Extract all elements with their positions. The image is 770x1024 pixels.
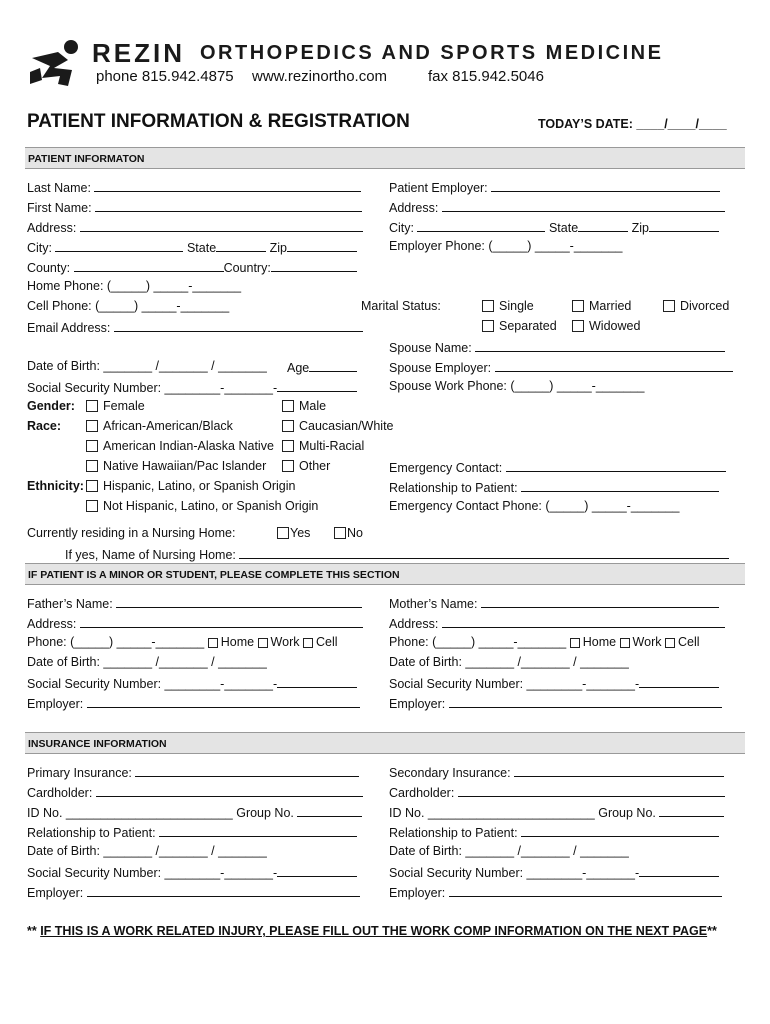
work-comp-notice <box>27 924 717 938</box>
emergency-phone-field[interactable]: Emergency Contact Phone: (_____) _____-_______ <box>389 499 680 513</box>
primary-ssn-field[interactable] <box>27 864 357 881</box>
checkbox-icon <box>208 638 218 648</box>
checkbox-icon <box>282 460 294 472</box>
father-address-label: Address: <box>27 617 77 631</box>
nursing-home-name-field[interactable] <box>65 546 729 563</box>
checkbox-icon <box>277 527 289 539</box>
checkbox-icon <box>482 320 494 332</box>
section-insurance: INSURANCE INFORMATION <box>25 732 745 754</box>
secondary-cardholder-field[interactable] <box>389 784 725 801</box>
emergency-contact-field[interactable] <box>389 459 726 476</box>
mother-phone-field[interactable] <box>389 635 700 650</box>
checkbox-icon <box>334 527 346 539</box>
secondary-dob-field[interactable]: Date of Birth: _______ /_______ / _______ <box>389 844 629 858</box>
last-name-label: Last Name: <box>27 181 91 195</box>
email-field[interactable] <box>27 319 363 336</box>
header-fax: fax 815.942.5046 <box>428 68 544 85</box>
employer-state-label: State <box>548 221 579 235</box>
spouse-name-label: Spouse Name: <box>389 341 472 355</box>
race-other-label: Other <box>299 459 331 473</box>
dob-field[interactable]: Date of Birth: _______ /_______ / _______ <box>27 359 267 373</box>
logo <box>28 38 86 88</box>
father-name-label: Father’s Name: <box>27 597 113 611</box>
patient-employer-field[interactable] <box>389 179 720 196</box>
last-name-field[interactable] <box>27 179 361 196</box>
state-label: State <box>186 241 217 255</box>
brand-subtitle: ORTHOPEDICS AND SPORTS MEDICINE <box>200 42 664 64</box>
zip-label: Zip <box>269 241 288 255</box>
nursing-home-name-label: If yes, Name of Nursing Home: <box>65 548 236 562</box>
race-native-hawaiian-checkbox[interactable] <box>86 459 266 474</box>
mother-employer-field[interactable] <box>389 695 722 712</box>
secondary-employer-field[interactable] <box>389 884 722 901</box>
county-country-field[interactable] <box>27 259 357 276</box>
first-name-field[interactable] <box>27 199 362 216</box>
mother-name-label: Mother’s Name: <box>389 597 478 611</box>
checkbox-icon <box>86 420 98 432</box>
gender-label: Gender: <box>27 399 75 413</box>
checkbox-icon <box>86 500 98 512</box>
primary-id-group-field[interactable] <box>27 804 362 821</box>
mother-home-label: Home <box>582 635 617 649</box>
employer-city-label: City: <box>389 221 414 235</box>
race-label: Race: <box>27 419 62 433</box>
secondary-ssn-label: Social Security Number: ________-_______- <box>389 866 640 880</box>
marital-divorced-checkbox[interactable] <box>663 299 729 314</box>
secondary-insurance-field[interactable] <box>389 764 724 781</box>
secondary-employer-label: Employer: <box>389 886 446 900</box>
mother-work-label: Work <box>632 635 662 649</box>
ethnicity-hispanic-label: Hispanic, Latino, or Spanish Origin <box>103 479 296 493</box>
mother-ssn-label: Social Security Number: ________-_______- <box>389 677 640 691</box>
father-phone-field[interactable] <box>27 635 338 650</box>
primary-employer-label: Employer: <box>27 886 84 900</box>
emergency-contact-label: Emergency Contact: <box>389 461 503 475</box>
race-african-american-checkbox[interactable] <box>86 419 233 434</box>
primary-cardholder-label: Cardholder: <box>27 786 93 800</box>
mother-address-label: Address: <box>389 617 439 631</box>
ethnicity-hispanic-checkbox[interactable] <box>86 479 295 494</box>
section-patient-information: PATIENT INFORMATON <box>25 147 745 169</box>
secondary-relationship-label: Relationship to Patient: <box>389 826 518 840</box>
checkbox-icon <box>282 400 294 412</box>
race-other-checkbox[interactable] <box>282 459 330 474</box>
father-ssn-field[interactable] <box>27 675 357 692</box>
notice-prefix: ** <box>27 924 41 938</box>
mother-ssn-field[interactable] <box>389 675 719 692</box>
race-american-indian-checkbox[interactable] <box>86 439 274 454</box>
city-label: City: <box>27 241 52 255</box>
checkbox-icon <box>282 440 294 452</box>
nursing-no-checkbox[interactable] <box>334 526 363 541</box>
gender-male-checkbox[interactable] <box>282 399 326 414</box>
father-employer-field[interactable] <box>27 695 360 712</box>
secondary-ssn-field[interactable] <box>389 864 719 881</box>
checkbox-icon <box>482 300 494 312</box>
primary-cardholder-field[interactable] <box>27 784 363 801</box>
age-field[interactable] <box>287 359 357 376</box>
father-ssn-label: Social Security Number: ________-_______- <box>27 677 278 691</box>
marital-divorced-label: Divorced <box>680 299 730 313</box>
father-dob-field[interactable]: Date of Birth: _______ /_______ / _______ <box>27 655 267 669</box>
ethnicity-not-hispanic-checkbox[interactable] <box>86 499 318 514</box>
header-website: www.rezinortho.com <box>252 68 388 85</box>
section-minor: IF PATIENT IS A MINOR OR STUDENT, PLEASE COMPLETE THIS SECTION <box>25 563 745 585</box>
nursing-yes-label: Yes <box>290 526 311 540</box>
first-name-label: First Name: <box>27 201 92 215</box>
employer-city-state-zip-field[interactable] <box>389 219 719 236</box>
father-home-label: Home <box>220 635 255 649</box>
gender-female-label: Female <box>103 399 145 413</box>
age-label: Age <box>287 361 310 375</box>
employer-address-field[interactable] <box>389 199 725 216</box>
spouse-work-phone-field[interactable]: Spouse Work Phone: (_____) _____-_______ <box>389 379 645 393</box>
father-work-label: Work <box>270 635 300 649</box>
primary-relationship-field[interactable] <box>27 824 357 841</box>
ethnicity-label: Ethnicity: <box>27 479 84 493</box>
notice-text: IF THIS IS A WORK RELATED INJURY, PLEASE FILL OUT THE WORK COMP INFORMATION ON THE NEXT PAGE <box>40 924 708 938</box>
ethnicity-not-hispanic-label: Not Hispanic, Latino, or Spanish Origin <box>103 499 319 513</box>
race-multi-racial-label: Multi-Racial <box>299 439 365 453</box>
marital-single-label: Single <box>499 299 534 313</box>
cell-phone-field[interactable]: Cell Phone: (_____) _____-_______ <box>27 299 230 313</box>
address-field[interactable] <box>27 219 363 236</box>
secondary-cardholder-label: Cardholder: <box>389 786 455 800</box>
notice-suffix: ** <box>707 924 717 938</box>
home-phone-field[interactable]: Home Phone: (_____) _____-_______ <box>27 279 242 293</box>
primary-insurance-field[interactable] <box>27 764 359 781</box>
checkbox-icon <box>282 420 294 432</box>
email-label: Email Address: <box>27 321 111 335</box>
race-caucasian-label: Caucasian/White <box>299 419 394 433</box>
city-state-zip-field[interactable] <box>27 239 357 256</box>
marital-separated-checkbox[interactable] <box>482 319 557 334</box>
employer-zip-label: Zip <box>631 221 650 235</box>
checkbox-icon <box>86 460 98 472</box>
marital-single-checkbox[interactable] <box>482 299 534 314</box>
checkbox-icon <box>570 638 580 648</box>
runner-logo-icon <box>28 38 86 88</box>
father-cell-label: Cell <box>315 635 338 649</box>
address-label: Address: <box>27 221 77 235</box>
primary-employer-field[interactable] <box>27 884 360 901</box>
emergency-relationship-label: Relationship to Patient: <box>389 481 518 495</box>
father-employer-label: Employer: <box>27 697 84 711</box>
todays-date-field[interactable]: TODAY’S DATE: ____/____/____ <box>538 117 727 131</box>
checkbox-icon <box>258 638 268 648</box>
father-phone-label: Phone: (_____) _____-_______ <box>27 635 205 649</box>
mother-dob-field[interactable]: Date of Birth: _______ /_______ / _______ <box>389 655 629 669</box>
secondary-relationship-field[interactable] <box>389 824 719 841</box>
mother-address-field[interactable] <box>389 615 725 632</box>
gender-female-checkbox[interactable] <box>86 399 145 414</box>
checkbox-icon <box>665 638 675 648</box>
page-title: PATIENT INFORMATION & REGISTRATION <box>27 111 410 132</box>
mother-name-field[interactable] <box>389 595 719 612</box>
race-caucasian-checkbox[interactable] <box>282 419 394 434</box>
secondary-id-group-field[interactable] <box>389 804 724 821</box>
marital-separated-label: Separated <box>499 319 557 333</box>
race-american-indian-label: American Indian-Alaska Native <box>103 439 274 453</box>
primary-id-label: ID No. ________________________ Group No. <box>27 806 294 820</box>
gender-male-label: Male <box>299 399 327 413</box>
spouse-employer-field[interactable] <box>389 359 733 376</box>
header-phone: phone 815.942.4875 <box>96 68 234 85</box>
father-name-field[interactable] <box>27 595 362 612</box>
checkbox-icon <box>86 480 98 492</box>
marital-widowed-label: Widowed <box>589 319 641 333</box>
nursing-yes-checkbox[interactable] <box>277 526 310 541</box>
checkbox-icon <box>663 300 675 312</box>
primary-ssn-label: Social Security Number: ________-_______- <box>27 866 278 880</box>
brand-name: REZIN <box>92 38 185 68</box>
marital-status-label: Marital Status: <box>361 299 441 313</box>
race-native-hawaiian-label: Native Hawaiian/Pac Islander <box>103 459 267 473</box>
country-label: Country: <box>223 261 271 275</box>
race-multi-racial-checkbox[interactable] <box>282 439 364 454</box>
checkbox-icon <box>572 320 584 332</box>
checkbox-icon <box>620 638 630 648</box>
marital-married-label: Married <box>589 299 632 313</box>
checkbox-icon <box>86 440 98 452</box>
nursing-home-label: Currently residing in a Nursing Home: <box>27 526 236 540</box>
mother-cell-label: Cell <box>677 635 700 649</box>
checkbox-icon <box>572 300 584 312</box>
secondary-insurance-label: Secondary Insurance: <box>389 766 511 780</box>
employer-address-label: Address: <box>389 201 439 215</box>
marital-married-checkbox[interactable] <box>572 299 631 314</box>
county-label: County: <box>27 261 71 275</box>
mother-phone-label: Phone: (_____) _____-_______ <box>389 635 567 649</box>
secondary-id-label: ID No. ________________________ Group No. <box>389 806 656 820</box>
employer-phone-field[interactable]: Employer Phone: (_____) _____-_______ <box>389 239 623 253</box>
spouse-name-field[interactable] <box>389 339 725 356</box>
primary-dob-field[interactable]: Date of Birth: _______ /_______ / _______ <box>27 844 267 858</box>
ssn-label: Social Security Number: ________-_______- <box>27 381 278 395</box>
mother-employer-label: Employer: <box>389 697 446 711</box>
patient-employer-label: Patient Employer: <box>389 181 488 195</box>
ssn-field[interactable] <box>27 379 357 396</box>
father-address-field[interactable] <box>27 615 363 632</box>
emergency-relationship-field[interactable] <box>389 479 719 496</box>
spouse-employer-label: Spouse Employer: <box>389 361 492 375</box>
checkbox-icon <box>303 638 313 648</box>
primary-relationship-label: Relationship to Patient: <box>27 826 156 840</box>
marital-widowed-checkbox[interactable] <box>572 319 640 334</box>
race-african-american-label: African-American/Black <box>103 419 233 433</box>
primary-insurance-label: Primary Insurance: <box>27 766 132 780</box>
nursing-no-label: No <box>347 526 363 540</box>
checkbox-icon <box>86 400 98 412</box>
